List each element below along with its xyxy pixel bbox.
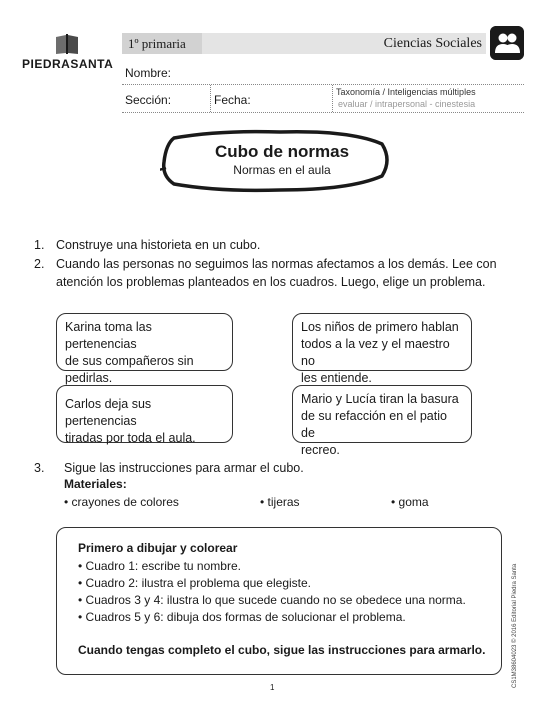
copyright-code: CS1M38604023 © 2016 Editorial Piedra Santa <box>512 563 518 688</box>
problem-text: de su refacción en el patio de <box>301 409 447 440</box>
instruction-number: 3. <box>34 461 45 475</box>
material-item: • crayones de colores <box>64 495 179 509</box>
problem-text: les entiende. <box>301 371 372 385</box>
box-item: • Cuadros 5 y 6: dibuja dos formas de solucionar el problema. <box>78 610 406 624</box>
instruction-text: Construye una historieta en un cubo. <box>56 238 261 252</box>
taxonomy-label: Taxonomía / Inteligencias múltiples <box>336 87 476 97</box>
problem-text: pedirlas. <box>65 371 113 385</box>
problem-text: Carlos deja sus pertenencias <box>65 397 152 428</box>
instruction-text: atención los problemas planteados en los cuadros. Luego, elige un problema. <box>56 275 486 289</box>
problem-box[interactable] <box>56 313 233 385</box>
section-label: Sección: <box>125 93 172 107</box>
grade-label: 1º primaria <box>122 33 202 54</box>
problem-text: tiradas por toda el aula. <box>65 431 196 445</box>
materials-label: Materiales: <box>64 477 127 491</box>
material-item: • tijeras <box>260 495 300 509</box>
box-final-note: Cuando tengas completo el cubo, sigue las instrucciones para armarlo. <box>78 643 486 657</box>
page-number: 1 <box>270 683 275 692</box>
problem-text: todos a la vez y el maestro no <box>301 337 450 368</box>
instruction-text: Cuando las personas no seguimos las normas afectamos a los demás. Lee con <box>56 257 497 271</box>
problem-box[interactable] <box>56 385 233 443</box>
box-title: Primero a dibujar y colorear <box>78 541 238 555</box>
name-label: Nombre: <box>125 66 172 80</box>
problem-box[interactable] <box>292 313 472 385</box>
activity-title: Cubo de normas <box>214 142 350 161</box>
problem-text: Los niños de primero hablan <box>301 320 459 334</box>
taxonomy-values: evaluar / intrapersonal - cinestesia <box>338 99 476 109</box>
brand-logo: PIEDRASANTA <box>22 57 114 71</box>
box-item: • Cuadro 2: ilustra el problema que elegiste. <box>78 576 311 590</box>
instruction-number: 2. <box>34 257 45 271</box>
book-logo-icon <box>54 33 80 55</box>
instruction-number: 1. <box>34 238 45 252</box>
divider <box>210 85 211 112</box>
material-item: • goma <box>391 495 429 509</box>
problem-text: de sus compañeros sin <box>65 354 194 368</box>
subject-label: Ciencias Sociales <box>383 36 482 51</box>
divider <box>122 84 524 85</box>
date-label: Fecha: <box>214 93 251 107</box>
box-item: • Cuadro 1: escribe tu nombre. <box>78 559 241 573</box>
activity-subtitle: Normas en el aula <box>233 163 331 177</box>
people-icon <box>490 26 524 60</box>
problem-text: Karina toma las pertenencias <box>65 320 152 351</box>
instruction-text: Sigue las instrucciones para armar el cubo. <box>64 461 304 475</box>
divider <box>122 112 524 113</box>
problem-text: recreo. <box>301 443 340 457</box>
divider <box>332 85 333 112</box>
problem-box[interactable] <box>292 385 472 457</box>
problem-text: Mario y Lucía tiran la basura <box>301 392 459 406</box>
box-item: • Cuadros 3 y 4: ilustra lo que sucede cuando no se obedece una norma. <box>78 593 466 607</box>
